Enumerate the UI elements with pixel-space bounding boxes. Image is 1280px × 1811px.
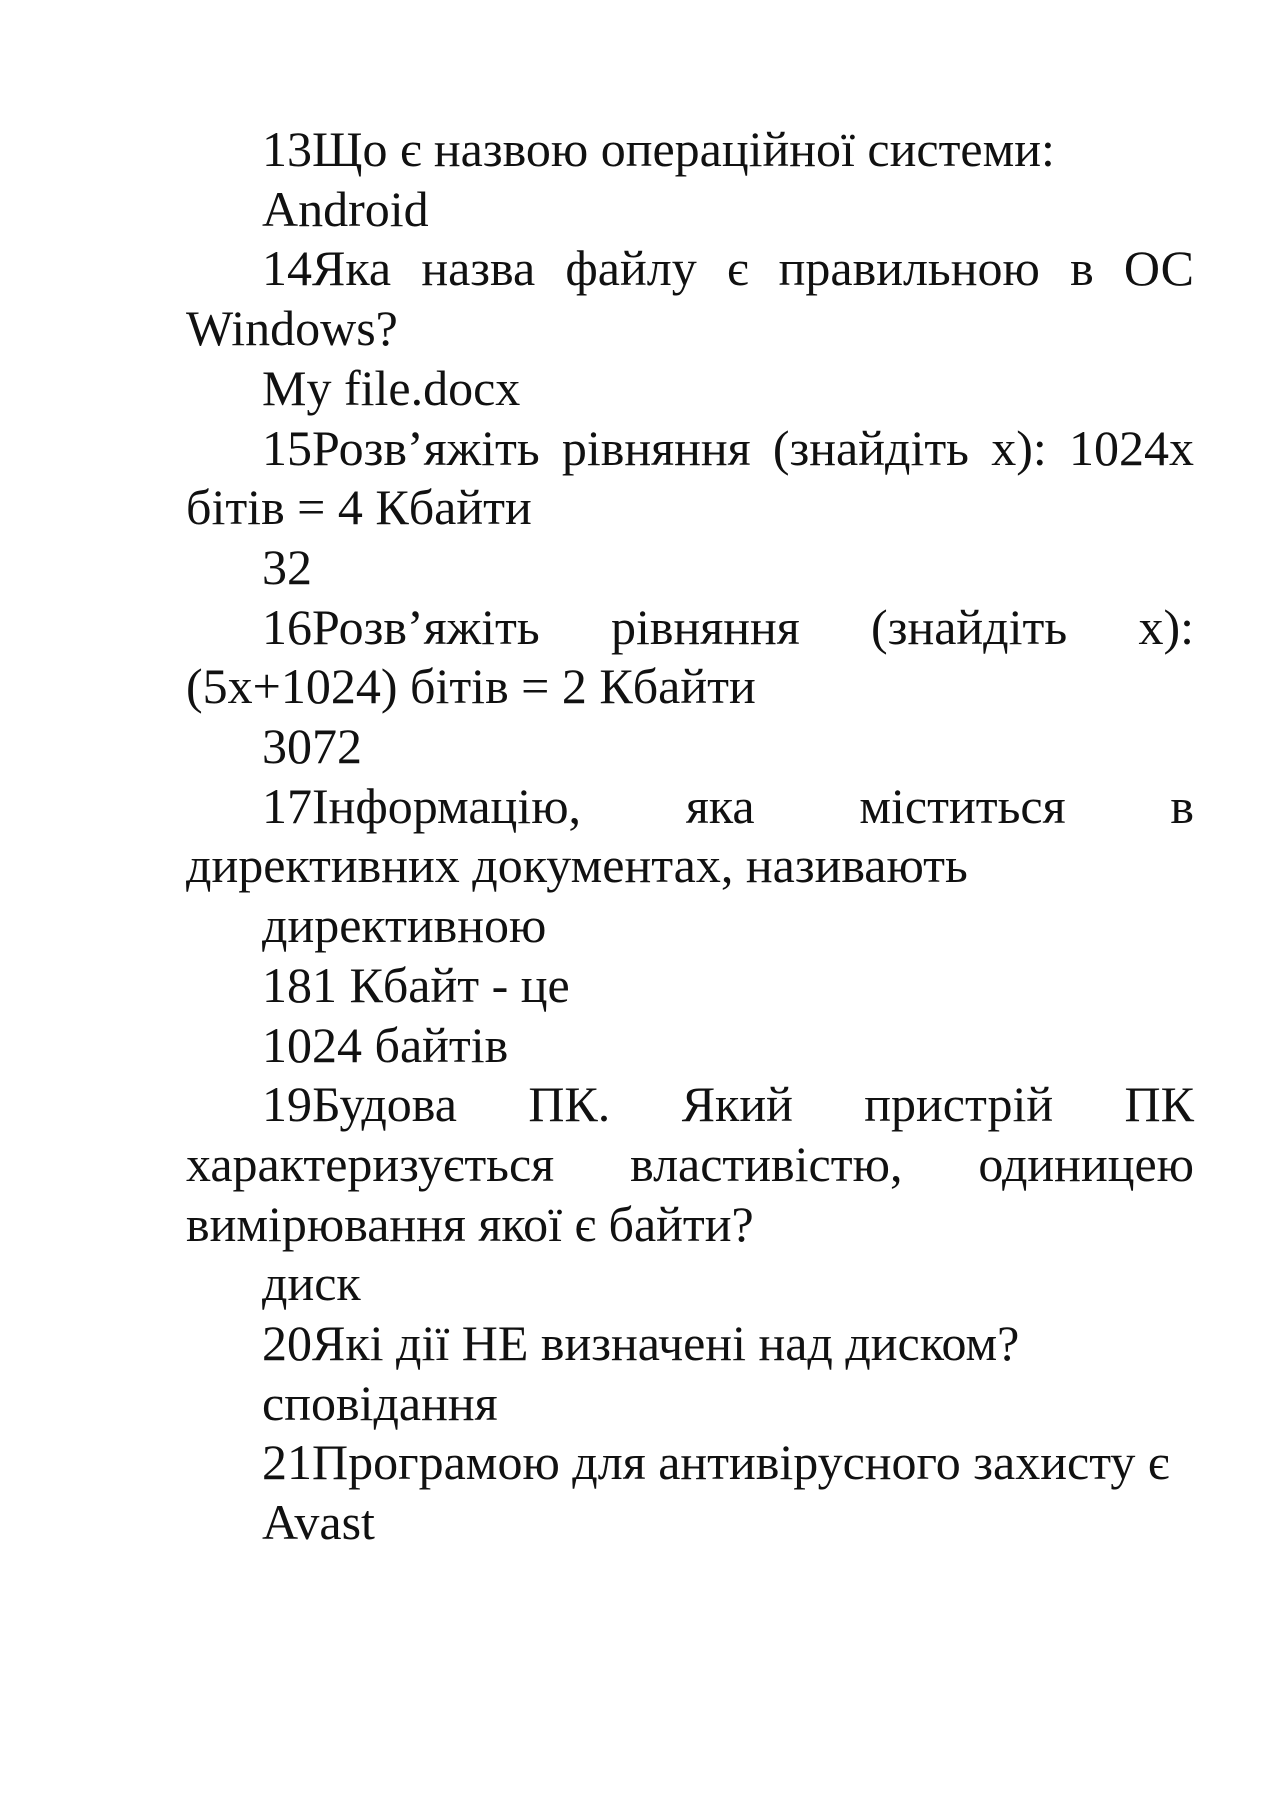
answer-15: 32	[262, 538, 312, 595]
question-number: 15	[262, 419, 312, 476]
question-text: Будова ПК. Який пристрій ПК характеризується властивістю, одиницею вимірювання якої є байти?	[186, 1076, 1194, 1252]
question-text: Програмою для антивірусного захисту є	[312, 1434, 1170, 1491]
question-19	[186, 1075, 1194, 1254]
answer-21: Avast	[262, 1494, 375, 1551]
document-page	[186, 120, 1194, 1553]
question-text: 1 Кбайт - це	[312, 956, 570, 1013]
question-16	[186, 598, 1194, 717]
question-13	[186, 120, 1194, 180]
question-text: Що є назвою операційної системи:	[312, 121, 1055, 177]
question-number: 13	[262, 121, 312, 177]
question-17	[186, 777, 1194, 896]
answer-16: 3072	[262, 718, 362, 775]
question-text: Яка назва файлу є правильною в ОС Windows?	[186, 240, 1194, 357]
question-number: 19	[262, 1076, 312, 1133]
question-number: 17	[262, 777, 312, 834]
question-14	[186, 239, 1194, 358]
question-number: 16	[262, 598, 312, 655]
question-18	[186, 956, 1194, 1016]
question-text: Інформацію, яка міститься в директивних документах, називають	[186, 777, 1194, 894]
question-text: Розв’яжіть рівняння (знайдіть х): (5х+1024) бітів = 2 Кбайти	[186, 598, 1194, 715]
question-number: 18	[262, 956, 312, 1013]
question-20	[186, 1314, 1194, 1374]
answer-19: диск	[262, 1255, 361, 1312]
answer-20: сповідання	[262, 1374, 498, 1431]
question-number: 20	[262, 1315, 312, 1372]
answer-18: 1024 байтів	[262, 1016, 509, 1073]
question-text: Які дії НЕ визначені над диском?	[312, 1315, 1020, 1372]
answer-13: Android	[262, 180, 429, 237]
question-21	[186, 1433, 1194, 1493]
question-number: 21	[262, 1434, 312, 1491]
question-15	[186, 419, 1194, 538]
question-text: Розв’яжіть рівняння (знайдіть х): 1024х бітів = 4 Кбайти	[186, 419, 1194, 536]
answer-14: My file.docx	[262, 359, 521, 416]
question-number: 14	[262, 240, 312, 297]
answer-17: директивною	[262, 897, 547, 954]
